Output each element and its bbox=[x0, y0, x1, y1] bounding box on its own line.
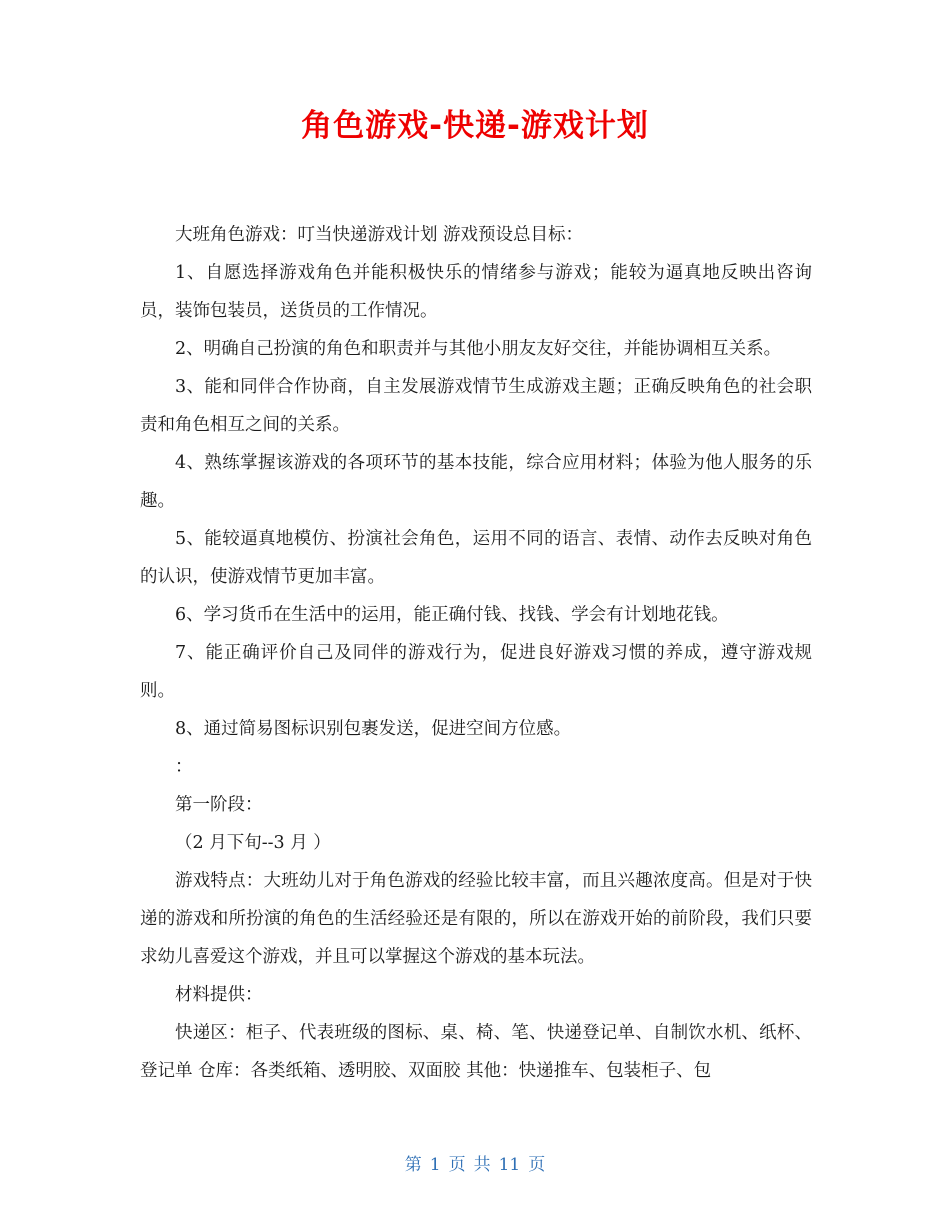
paragraph-goal-4: 4、熟练掌握该游戏的各项环节的基本技能，综合应用材料；体验为他人服务的乐趣。 bbox=[140, 453, 812, 511]
paragraph-goal-6: 6、学习货币在生活中的运用，能正确付钱、找钱、学会有计划地花钱。 bbox=[175, 605, 729, 625]
footer-current-page: 1 bbox=[429, 1155, 441, 1175]
paragraph-goal-2: 2、明确自己扮演的角色和职责并与其他小朋友友好交往，并能协调相互关系。 bbox=[175, 339, 782, 359]
footer-total-label: 共 bbox=[473, 1155, 491, 1175]
paragraph-materials-heading: 材料提供： bbox=[175, 985, 263, 1005]
document-title: 角色游戏-快递-游戏计划 bbox=[301, 108, 649, 144]
footer-total-pages: 11 bbox=[498, 1155, 521, 1175]
document-body bbox=[140, 216, 812, 1090]
paragraph-goal-5: 5、能较逼真地模仿、扮演社会角色，运用不同的语言、表情、动作去反映对角色的认识，使游戏情节更加丰富。 bbox=[140, 529, 812, 587]
paragraph-goal-8: 8、通过简易图标识别包裹发送，促进空间方位感。 bbox=[175, 719, 572, 739]
page-footer bbox=[0, 1150, 950, 1175]
paragraph-game-features: 游戏特点：大班幼儿对于角色游戏的经验比较丰富，而且兴趣浓度高。但是对于快递的游戏和所扮演的角色的生活经验还是有限的，所以在游戏开始的前阶段，我们只要求幼儿喜爱这个游戏，并且可以掌握这个游戏的基本玩法。 bbox=[140, 871, 812, 967]
paragraph-stage-period: （2 月下旬--3 月 ） bbox=[175, 833, 331, 853]
paragraph-goal-7: 7、能正确评价自己及同伴的游戏行为，促进良好游戏习惯的养成，遵守游戏规则。 bbox=[140, 643, 812, 701]
paragraph-goal-3: 3、能和同伴合作协商，自主发展游戏情节生成游戏主题；正确反映角色的社会职责和角色相互之间的关系。 bbox=[140, 377, 812, 435]
footer-page-unit: 页 bbox=[448, 1155, 466, 1175]
paragraph-intro: 大班角色游戏：叮当快递游戏计划 游戏预设总目标： bbox=[175, 225, 584, 245]
footer-page-label: 第 bbox=[404, 1155, 422, 1175]
paragraph-goal-1: 1、自愿选择游戏角色并能积极快乐的情绪参与游戏；能较为逼真地反映出咨询员，装饰包装员，送货员的工作情况。 bbox=[140, 263, 812, 321]
footer-page-unit-2: 页 bbox=[528, 1155, 546, 1175]
paragraph-stage-heading: 第一阶段： bbox=[175, 795, 263, 815]
paragraph-colon: ： bbox=[175, 757, 193, 777]
paragraph-materials-list: 快递区：柜子、代表班级的图标、桌、椅、笔、快递登记单、自制饮水机、纸杯、登记单 仓库：各类纸箱、透明胶、双面胶 其他：快递推车、包装柜子、包 bbox=[140, 1023, 812, 1081]
